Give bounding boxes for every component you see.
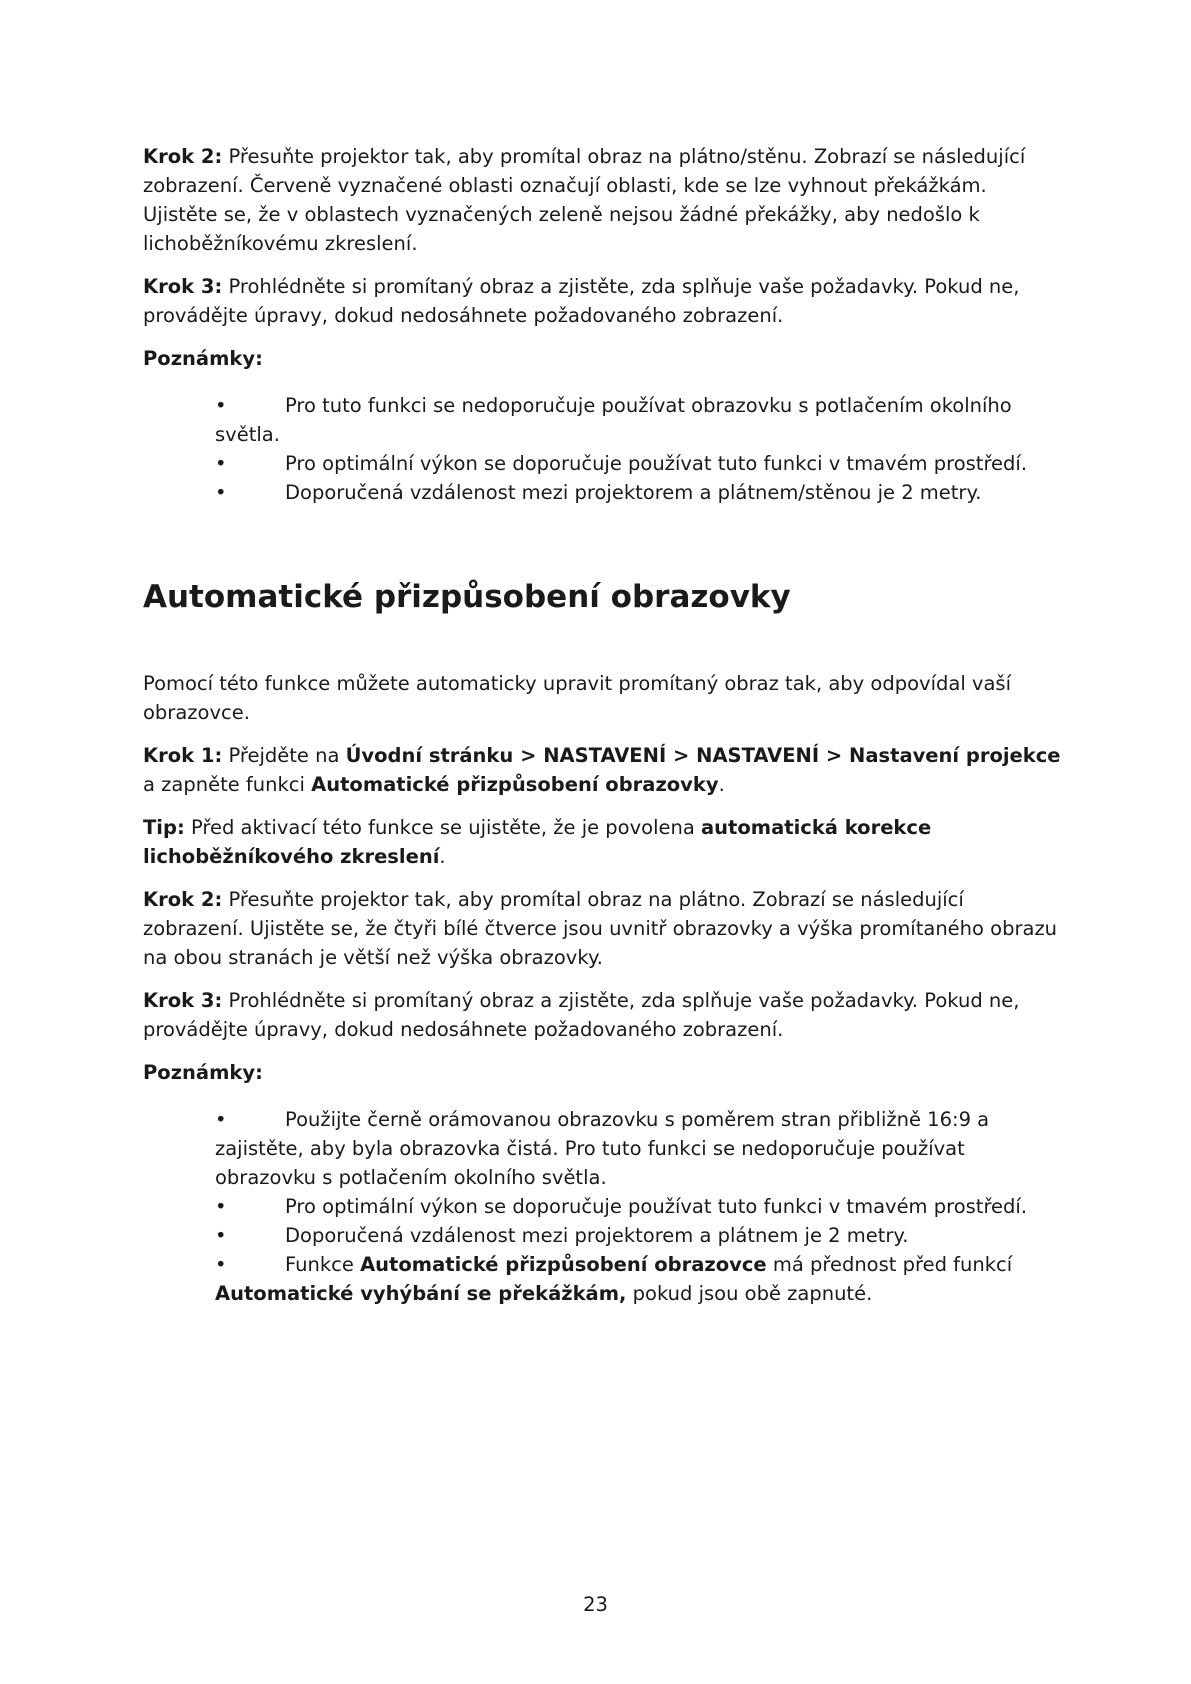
- tip-label: Tip:: [143, 816, 185, 839]
- step-3-label: Krok 3:: [143, 275, 223, 298]
- step-3-paragraph: [143, 272, 1063, 330]
- step-1-text: Přejděte na: [222, 744, 346, 767]
- step-1-label: Krok 1:: [143, 744, 223, 767]
- note-text: Použijte černě orámovanou obrazovku s poměrem stran přibližně 16:9 a zajistěte, aby byla obrazovka čistá. Pro tuto funkci se nedoporučuje používat obrazovku s potlačením okolního světla.: [215, 1108, 990, 1189]
- bullet-icon: •: [215, 452, 227, 475]
- step-3-paragraph: [143, 986, 1063, 1044]
- step-3-text: Prohlédněte si promítaný obraz a zjistěte, zda splňuje vaše požadavky. Pokud ne, provádějte úpravy, dokud nedosáhnete požadovaného zobrazení.: [143, 989, 1020, 1041]
- notes-title-text: Poznámky:: [143, 347, 263, 370]
- section-heading: Automatické přizpůsobení obrazovky: [143, 579, 791, 615]
- list-item: [215, 478, 1063, 507]
- step-3-label: Krok 3:: [143, 989, 223, 1012]
- tip-paragraph: [143, 813, 1063, 871]
- list-item: [215, 449, 1063, 478]
- notes-title-text: Poznámky:: [143, 1061, 263, 1084]
- tip-text: Před aktivací této funkce se ujistěte, že je povolena: [184, 816, 702, 839]
- list-item: [215, 1250, 1063, 1308]
- step-2-label: Krok 2:: [143, 145, 223, 168]
- note-text: Doporučená vzdálenost mezi projektorem a plátnem/stěnou je 2 metry.: [285, 481, 982, 504]
- tip-text: .: [439, 845, 446, 868]
- note-text: Pro optimální výkon se doporučuje používat tuto funkci v tmavém prostředí.: [285, 1195, 1028, 1218]
- intro-paragraph: Pomocí této funkce můžete automaticky upravit promítaný obraz tak, aby odpovídal vaší obrazovce.: [143, 672, 1011, 724]
- feature-name: Automatické přizpůsobení obrazovky: [311, 773, 719, 796]
- note-text: pokud jsou obě zapnuté.: [626, 1282, 873, 1305]
- step-1-text: a zapněte funkci: [143, 773, 312, 796]
- step-1-paragraph: [143, 741, 1063, 799]
- note-text: Funkce: [285, 1253, 361, 1276]
- tip-feature-name: automatická korekce lichoběžníkového zkreslení: [143, 816, 932, 868]
- notes-list: [215, 1105, 1063, 1308]
- bullet-icon: •: [215, 1253, 227, 1276]
- list-item: [215, 1105, 1063, 1192]
- document-page: [143, 142, 1063, 1308]
- step-3-text: Prohlédněte si promítaný obraz a zjistěte, zda splňuje vaše požadavky. Pokud ne, provádějte úpravy, dokud nedosáhnete požadovaného zobrazení.: [143, 275, 1020, 327]
- bullet-icon: •: [215, 394, 227, 417]
- note-text: Doporučená vzdálenost mezi projektorem a plátnem je 2 metry.: [285, 1224, 909, 1247]
- list-item: [215, 1192, 1063, 1221]
- menu-path: Úvodní stránku > NASTAVENÍ > NASTAVENÍ > Nastavení projekce: [345, 744, 1061, 767]
- bullet-icon: •: [215, 481, 227, 504]
- step-2-text: Přesuňte projektor tak, aby promítal obraz na plátno. Zobrazí se následující zobrazení. Ujistěte se, že čtyři bílé čtverce jsou uvnitř obrazovky a výška promítaného obrazu na obou stranách je větší než výška obrazovky.: [143, 888, 1058, 969]
- notes-list: [215, 391, 1063, 507]
- step-2-text: Přesuňte projektor tak, aby promítal obraz na plátno/stěnu. Zobrazí se následující zobrazení. Červeně vyznačené oblasti označují oblasti, kde se lze vyhnout překážkám. Ujistěte se, že v oblastech vyznačených zeleně nejsou žádné překážky, aby nedošlo k lichoběžníkovému zkreslení.: [143, 145, 1026, 255]
- feature-name: Automatické přizpůsobení obrazovce: [360, 1253, 767, 1276]
- step-2-label: Krok 2:: [143, 888, 223, 911]
- notes-title: [143, 1058, 1063, 1087]
- bullet-icon: •: [215, 1108, 227, 1131]
- bullet-icon: •: [215, 1195, 227, 1218]
- note-text: má přednost před funkcí: [766, 1253, 1013, 1276]
- step-2-paragraph: [143, 142, 1063, 258]
- note-text: Pro tuto funkci se nedoporučuje používat obrazovku s potlačením okolního světla.: [215, 394, 1012, 446]
- page-number: 23: [583, 1593, 608, 1616]
- note-text: Pro optimální výkon se doporučuje používat tuto funkci v tmavém prostředí.: [285, 452, 1028, 475]
- feature-name: Automatické vyhýbání se překážkám,: [215, 1282, 627, 1305]
- list-item: [215, 391, 1063, 449]
- list-item: [215, 1221, 1063, 1250]
- bullet-icon: •: [215, 1224, 227, 1247]
- notes-title: [143, 344, 1063, 373]
- step-2-paragraph: [143, 885, 1063, 972]
- step-1-text: .: [718, 773, 725, 796]
